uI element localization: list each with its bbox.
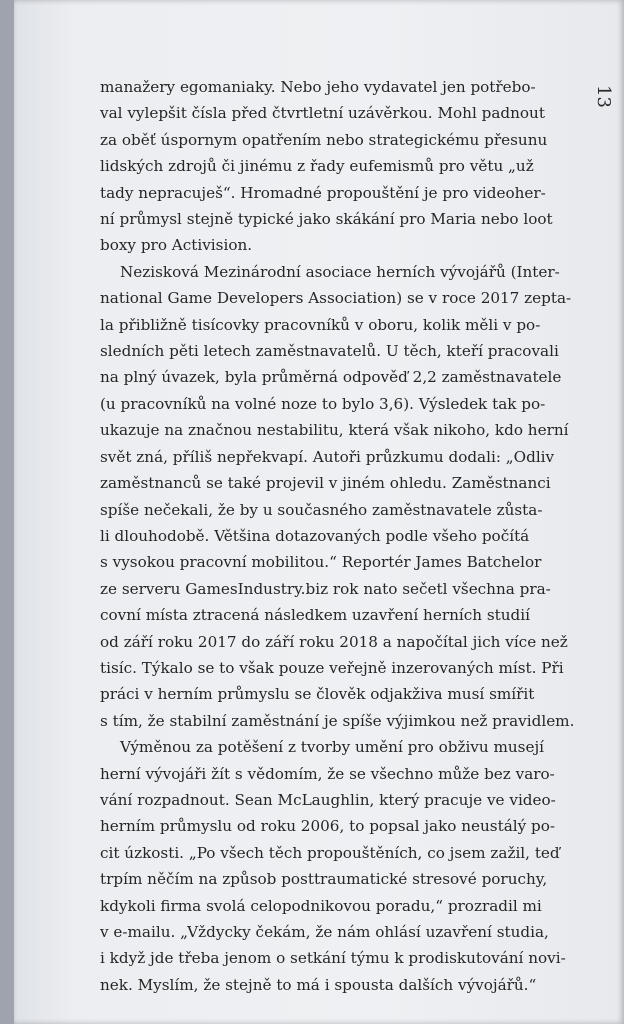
text-line: ukazuje na značnou nestabilitu, která však nikoho, kdo herní xyxy=(100,421,569,440)
text-line: i když jde třeba jenom o setkání týmu k prodiskutování novi- xyxy=(100,949,566,968)
paragraph xyxy=(100,734,575,998)
text-line: na plný úvazek, byla průměrná odpověď 2,2 zaměstnavatele xyxy=(100,368,562,387)
text-line: za oběť úspornym opatřením nebo strategickému přesunu xyxy=(100,130,548,149)
text-line: herním průmyslu od roku 2006, to popsal jako neustálý po- xyxy=(100,817,556,836)
text-line: s vysokou pracovní mobilitou.“ Reportér James Batchelor xyxy=(100,553,542,572)
text-line: Výměnou za potěšení z tvorby umění pro obživu musejí xyxy=(120,738,545,757)
paragraph xyxy=(100,74,575,259)
text-line: trpím něčím na způsob posttraumatické stresové poruchy, xyxy=(100,870,548,889)
book-page xyxy=(14,0,624,1024)
text-line: sledních pěti letech zaměstnavatelů. U těch, kteří pracovali xyxy=(100,342,559,361)
text-line: li dlouhodobě. Většina dotazovaných podle všeho počítá xyxy=(100,526,530,545)
paragraph xyxy=(100,259,575,734)
text-line: spíše nečekali, že by u současného zaměstnavatele zůsta- xyxy=(100,500,543,519)
text-line: ní průmysl stejně typické jako skákání pro Maria nebo loot xyxy=(100,210,553,229)
body-text xyxy=(100,74,575,998)
text-line: v e-mailu. „Vždycky čekám, že nám ohlásí uzavření studia, xyxy=(100,923,549,941)
text-line: práci v herním průmyslu se člověk odjakživa musí smířit xyxy=(100,685,535,704)
text-line: tady nepracuješ“. Hromadné propouštění je pro videoher- xyxy=(100,183,546,202)
text-line: nek. Myslím, že stejně to má i spousta dalších vývojářů.“ xyxy=(100,975,537,994)
text-line: (u pracovníků na volné noze to bylo 3,6). Výsledek tak po- xyxy=(100,394,546,413)
text-line: s tím, že stabilní zaměstnání je spíše výjimkou než pravidlem. xyxy=(100,711,575,730)
text-line: tisíc. Týkalo se to však pouze veřejně inzerovaných míst. Při xyxy=(100,658,564,677)
text-line: boxy pro Activision. xyxy=(100,236,253,255)
text-line: svět zná, příliš nepřekvapí. Autoři průzkumu dodali: „Odliv xyxy=(100,447,555,466)
text-line: national Game Developers Association) se v roce 2017 zepta- xyxy=(100,289,572,308)
text-line: vání rozpadnout. Sean McLaughlin, který pracuje ve video- xyxy=(100,790,556,809)
page-number: 13 xyxy=(592,85,614,108)
text-line: lidských zdrojů či jinému z řady eufemismů pro větu „už xyxy=(100,157,534,176)
text-line: cit úzkosti. „Po všech těch propouštěních, co jsem zažil, teď xyxy=(100,843,560,862)
text-line: Nezisková Mezinárodní asociace herních vývojářů (Inter- xyxy=(120,262,560,281)
text-line: val vylepšit čísla před čtvrtletní uzávěrkou. Mohl padnout xyxy=(100,104,545,123)
text-line: herní vývojáři žít s vědomím, že se všechno může bez varo- xyxy=(100,764,555,783)
text-line: la přibližně tisícovky pracovníků v oboru, kolik měli v po- xyxy=(100,315,541,334)
text-line: covní místa ztracená následkem uzavření herních studií xyxy=(100,606,530,625)
text-line: od září roku 2017 do září roku 2018 a napočítal jich více než xyxy=(100,632,568,651)
text-line: manažery egomaniaky. Nebo jeho vydavatel jen potřebo- xyxy=(100,78,536,96)
text-line: kdykoli firma svolá celopodnikovou poradu,“ prozradil mi xyxy=(100,896,542,915)
text-line: zaměstnanců se také projevil v jiném ohledu. Zaměstnanci xyxy=(100,474,551,493)
text-line: ze serveru GamesIndustry.biz rok nato sečetl všechna pra- xyxy=(100,579,551,598)
